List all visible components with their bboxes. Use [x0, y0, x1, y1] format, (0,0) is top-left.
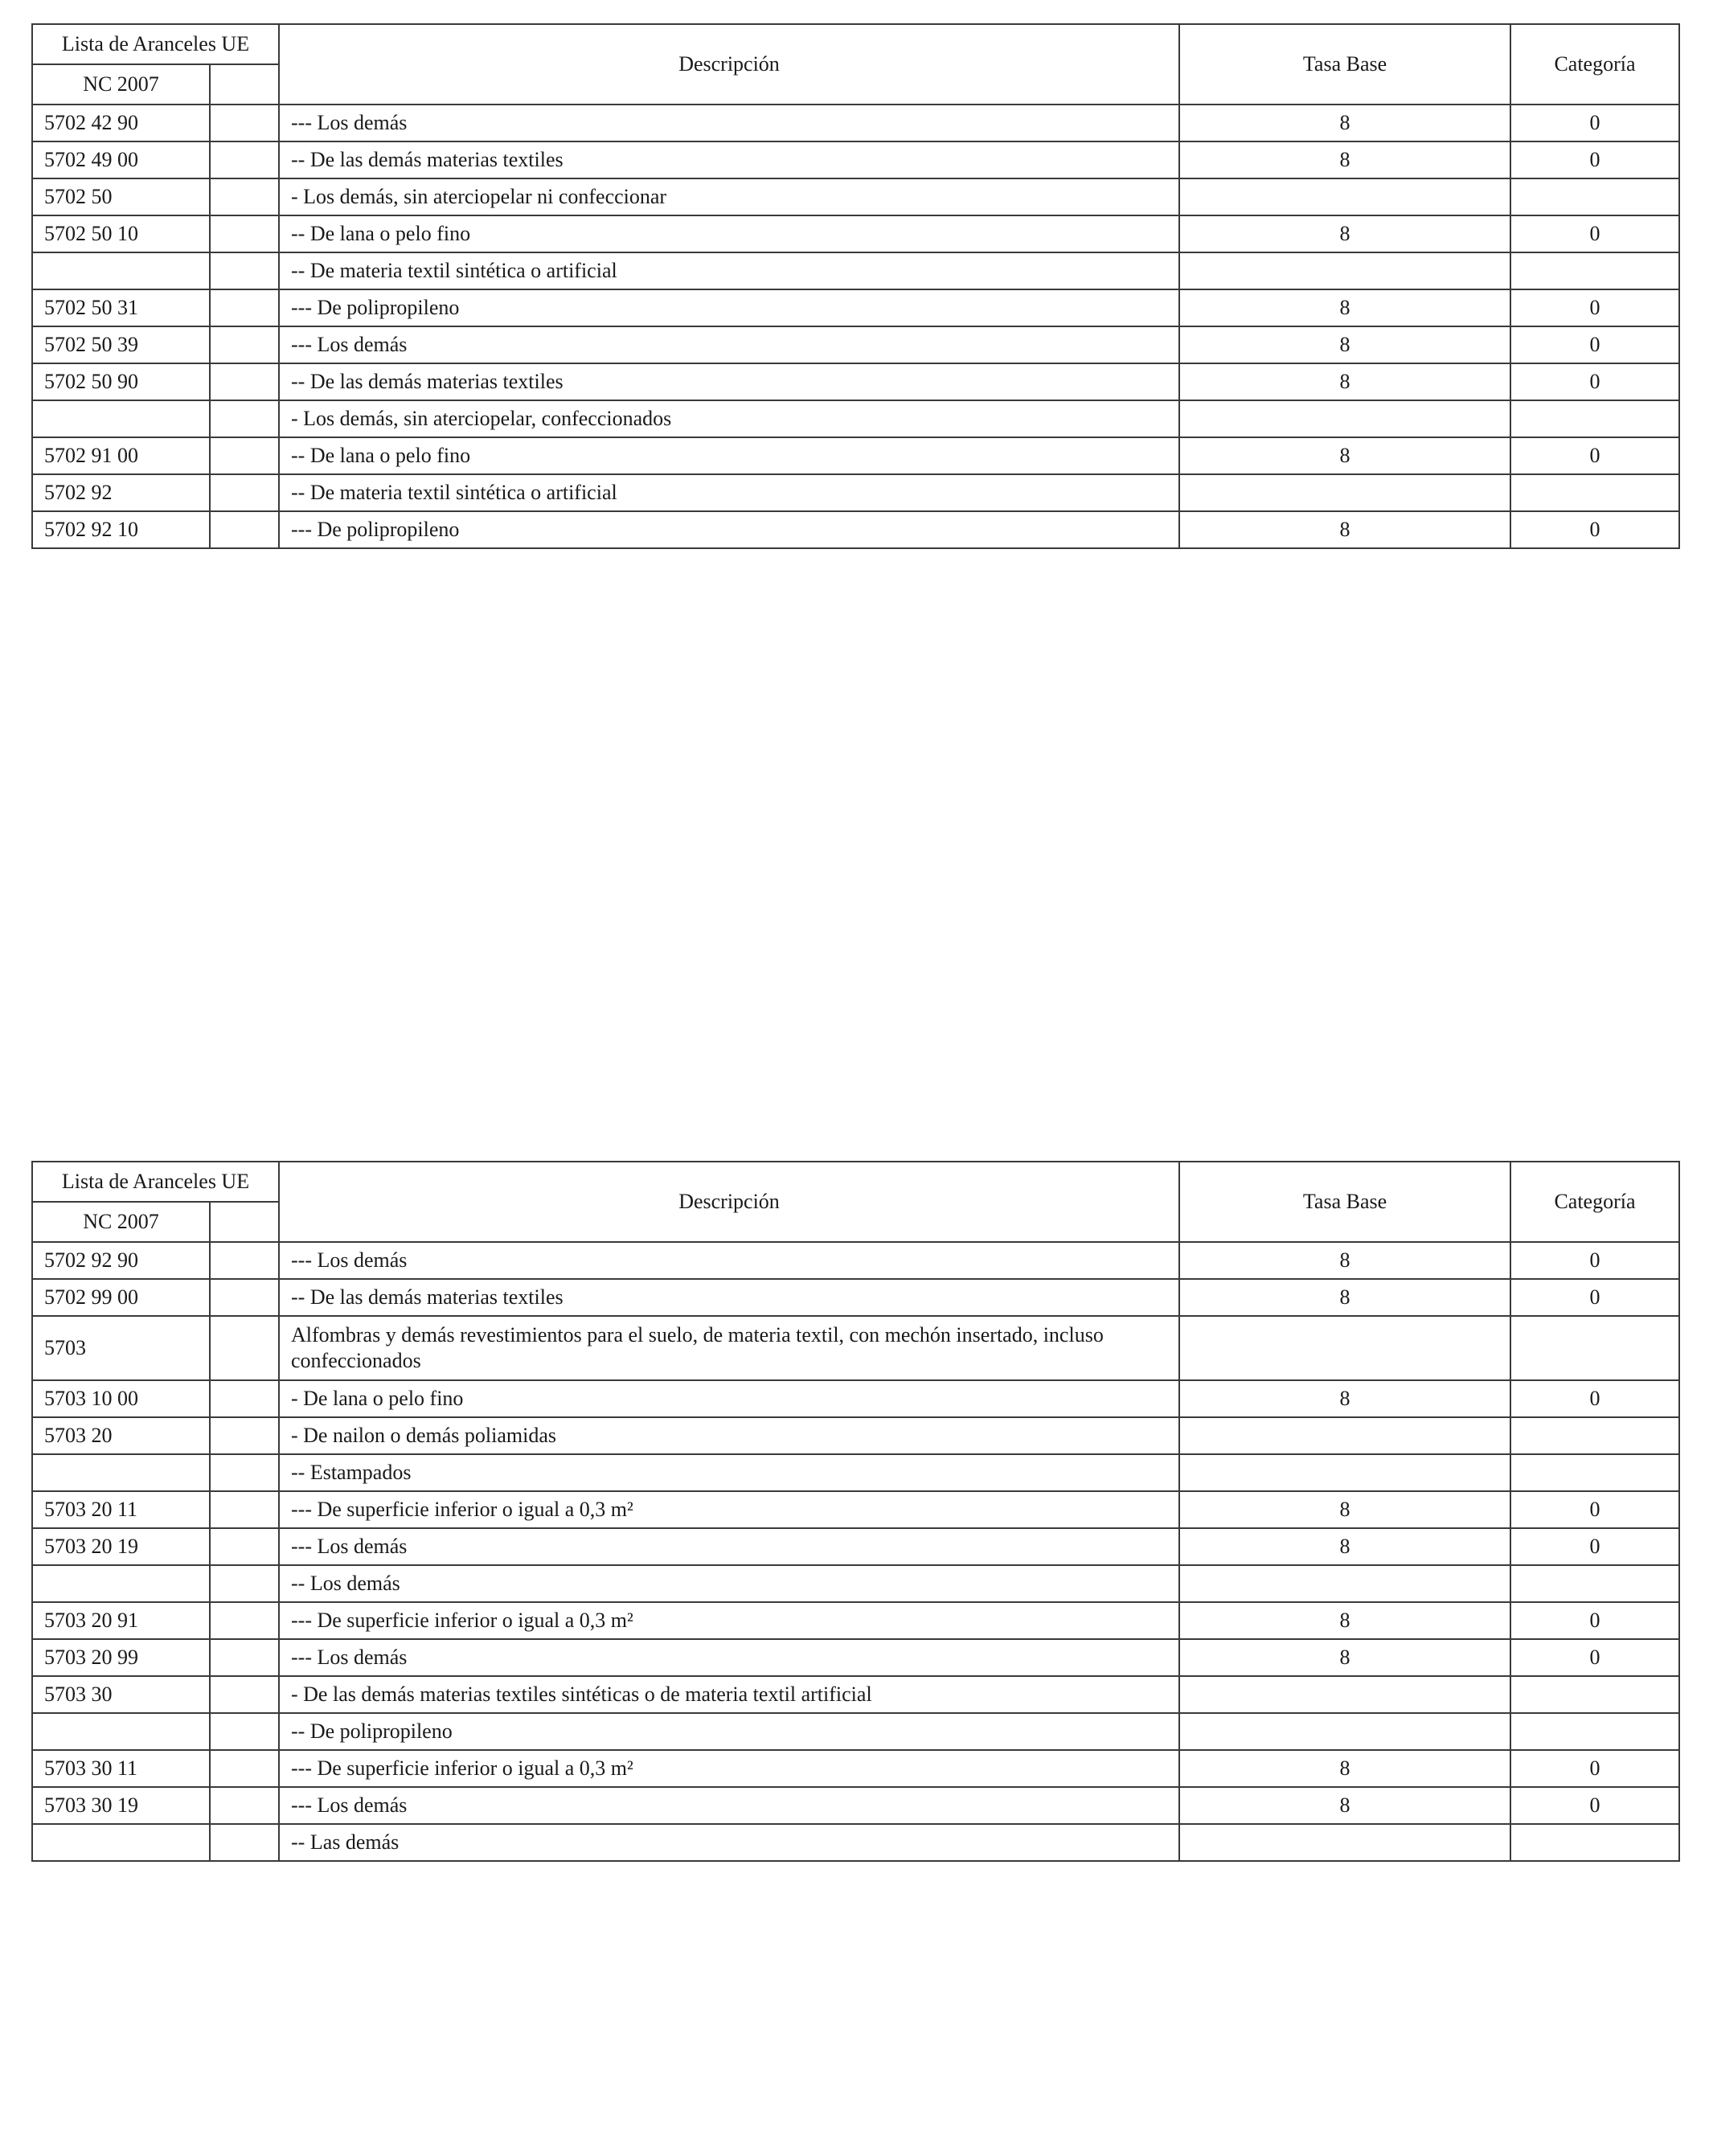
sub-code-cell [210, 511, 279, 548]
sub-code-cell [210, 1824, 279, 1861]
base-rate-cell: 8 [1179, 1279, 1510, 1316]
category-cell: 0 [1510, 326, 1679, 363]
base-rate-cell: 8 [1179, 1639, 1510, 1676]
sub-code-cell [210, 1528, 279, 1565]
description-cell: -- Los demás [279, 1565, 1179, 1602]
header-nc-label: NC 2007 [32, 64, 210, 105]
tariff-code-cell: 5702 49 00 [32, 141, 210, 178]
sub-code-cell [210, 1491, 279, 1528]
sub-code-cell [210, 1713, 279, 1750]
table-row [32, 1316, 1679, 1380]
description-cell: --- De polipropileno [279, 511, 1179, 548]
category-cell: 0 [1510, 141, 1679, 178]
category-cell: 0 [1510, 1750, 1679, 1787]
tariff-code-cell: 5703 30 [32, 1676, 210, 1713]
base-rate-cell [1179, 400, 1510, 437]
table-row [32, 437, 1679, 474]
header-list-label: Lista de Aranceles UE [32, 1162, 279, 1202]
header-blank-cell [210, 64, 279, 105]
category-cell: 0 [1510, 1639, 1679, 1676]
table-row [32, 1380, 1679, 1417]
table-row [32, 1787, 1679, 1824]
sub-code-cell [210, 1242, 279, 1279]
table-row [32, 105, 1679, 141]
tariff-code-cell [32, 1824, 210, 1861]
description-cell: --- De superficie inferior o igual a 0,3 m² [279, 1602, 1179, 1639]
table-row [32, 400, 1679, 437]
header-category: Categoría [1510, 24, 1679, 105]
base-rate-cell: 8 [1179, 437, 1510, 474]
category-cell: 0 [1510, 437, 1679, 474]
header-blank-cell [210, 1202, 279, 1242]
sub-code-cell [210, 1787, 279, 1824]
sub-code-cell [210, 1417, 279, 1454]
table-row [32, 1750, 1679, 1787]
category-cell [1510, 1676, 1679, 1713]
sub-code-cell [210, 1565, 279, 1602]
table-row [32, 1491, 1679, 1528]
description-cell: -- De las demás materias textiles [279, 1279, 1179, 1316]
category-cell [1510, 1316, 1679, 1380]
category-cell: 0 [1510, 1602, 1679, 1639]
tariff-code-cell: 5702 99 00 [32, 1279, 210, 1316]
description-cell: -- De las demás materias textiles [279, 363, 1179, 400]
table-row [32, 1676, 1679, 1713]
tariff-code-cell: 5703 20 [32, 1417, 210, 1454]
description-cell: --- Los demás [279, 1528, 1179, 1565]
header-base-rate: Tasa Base [1179, 1162, 1510, 1242]
table-row [32, 1528, 1679, 1565]
category-cell: 0 [1510, 1787, 1679, 1824]
category-cell: 0 [1510, 1242, 1679, 1279]
header-list-label: Lista de Aranceles UE [32, 24, 279, 64]
sub-code-cell [210, 1316, 279, 1380]
table-row [32, 215, 1679, 252]
table-row [32, 326, 1679, 363]
tariff-code-cell [32, 252, 210, 289]
table-body [32, 1242, 1679, 1861]
sub-code-cell [210, 105, 279, 141]
table-header [32, 1162, 1679, 1242]
description-cell: -- De materia textil sintética o artificial [279, 252, 1179, 289]
tariff-code-cell: 5702 92 90 [32, 1242, 210, 1279]
sub-code-cell [210, 1676, 279, 1713]
base-rate-cell [1179, 1676, 1510, 1713]
base-rate-cell: 8 [1179, 511, 1510, 548]
description-cell: -- De polipropileno [279, 1713, 1179, 1750]
category-cell [1510, 1713, 1679, 1750]
sub-code-cell [210, 474, 279, 511]
description-cell: -- De lana o pelo fino [279, 215, 1179, 252]
description-cell: -- De lana o pelo fino [279, 437, 1179, 474]
tariff-table-2 [31, 1161, 1680, 1862]
table-row [32, 474, 1679, 511]
header-base-rate: Tasa Base [1179, 24, 1510, 105]
table-row [32, 1824, 1679, 1861]
description-cell: -- De las demás materias textiles [279, 141, 1179, 178]
base-rate-cell: 8 [1179, 141, 1510, 178]
description-cell: --- Los demás [279, 326, 1179, 363]
description-cell: --- De superficie inferior o igual a 0,3 m² [279, 1750, 1179, 1787]
base-rate-cell: 8 [1179, 363, 1510, 400]
category-cell [1510, 178, 1679, 215]
base-rate-cell [1179, 1565, 1510, 1602]
category-cell [1510, 400, 1679, 437]
base-rate-cell [1179, 474, 1510, 511]
table-row [32, 1417, 1679, 1454]
table-header [32, 24, 1679, 105]
sub-code-cell [210, 363, 279, 400]
tariff-code-cell: 5703 20 99 [32, 1639, 210, 1676]
base-rate-cell: 8 [1179, 1528, 1510, 1565]
base-rate-cell [1179, 1454, 1510, 1491]
base-rate-cell: 8 [1179, 1750, 1510, 1787]
base-rate-cell: 8 [1179, 1491, 1510, 1528]
base-rate-cell: 8 [1179, 289, 1510, 326]
description-cell: -- Estampados [279, 1454, 1179, 1491]
table-row [32, 252, 1679, 289]
sub-code-cell [210, 1279, 279, 1316]
description-cell: --- Los demás [279, 1639, 1179, 1676]
base-rate-cell: 8 [1179, 1380, 1510, 1417]
base-rate-cell [1179, 1316, 1510, 1380]
tariff-code-cell: 5703 10 00 [32, 1380, 210, 1417]
tariff-code-cell: 5702 92 [32, 474, 210, 511]
sub-code-cell [210, 437, 279, 474]
tariff-code-cell: 5702 50 31 [32, 289, 210, 326]
table-row [32, 1454, 1679, 1491]
table-row [32, 1713, 1679, 1750]
category-cell: 0 [1510, 215, 1679, 252]
sub-code-cell [210, 1602, 279, 1639]
base-rate-cell: 8 [1179, 105, 1510, 141]
tariff-code-cell: 5702 50 10 [32, 215, 210, 252]
sub-code-cell [210, 289, 279, 326]
tariff-code-cell: 5702 91 00 [32, 437, 210, 474]
table-row [32, 1602, 1679, 1639]
table-row [32, 1242, 1679, 1279]
sub-code-cell [210, 1454, 279, 1491]
tariff-code-cell: 5703 20 91 [32, 1602, 210, 1639]
sub-code-cell [210, 326, 279, 363]
tariff-code-cell: 5702 42 90 [32, 105, 210, 141]
table-row [32, 289, 1679, 326]
table-row [32, 1565, 1679, 1602]
tariff-code-cell: 5703 [32, 1316, 210, 1380]
header-nc-label: NC 2007 [32, 1202, 210, 1242]
description-cell: -- Las demás [279, 1824, 1179, 1861]
description-cell: - Los demás, sin aterciopelar ni confeccionar [279, 178, 1179, 215]
header-category: Categoría [1510, 1162, 1679, 1242]
tariff-code-cell [32, 400, 210, 437]
tariff-table-1 [31, 23, 1680, 549]
description-cell: --- De superficie inferior o igual a 0,3 m² [279, 1491, 1179, 1528]
description-cell: -- De materia textil sintética o artificial [279, 474, 1179, 511]
tariff-code-cell: 5703 30 11 [32, 1750, 210, 1787]
category-cell: 0 [1510, 105, 1679, 141]
tariff-code-cell [32, 1713, 210, 1750]
sub-code-cell [210, 1750, 279, 1787]
category-cell: 0 [1510, 289, 1679, 326]
description-cell: - De las demás materias textiles sintéticas o de materia textil artificial [279, 1676, 1179, 1713]
sub-code-cell [210, 215, 279, 252]
table-row [32, 1639, 1679, 1676]
category-cell [1510, 1454, 1679, 1491]
category-cell: 0 [1510, 1528, 1679, 1565]
table-row [32, 363, 1679, 400]
base-rate-cell: 8 [1179, 1242, 1510, 1279]
description-cell: - De lana o pelo fino [279, 1380, 1179, 1417]
base-rate-cell: 8 [1179, 326, 1510, 363]
sub-code-cell [210, 400, 279, 437]
description-cell: --- Los demás [279, 1787, 1179, 1824]
category-cell: 0 [1510, 511, 1679, 548]
tariff-code-cell: 5702 92 10 [32, 511, 210, 548]
table-row [32, 141, 1679, 178]
sub-code-cell [210, 178, 279, 215]
table-row [32, 178, 1679, 215]
category-cell: 0 [1510, 1380, 1679, 1417]
base-rate-cell [1179, 1713, 1510, 1750]
description-cell: - De nailon o demás poliamidas [279, 1417, 1179, 1454]
tariff-code-cell: 5703 20 19 [32, 1528, 210, 1565]
sub-code-cell [210, 1639, 279, 1676]
base-rate-cell [1179, 1417, 1510, 1454]
base-rate-cell: 8 [1179, 215, 1510, 252]
category-cell [1510, 1417, 1679, 1454]
base-rate-cell: 8 [1179, 1787, 1510, 1824]
base-rate-cell [1179, 1824, 1510, 1861]
table-body [32, 105, 1679, 548]
description-cell: --- De polipropileno [279, 289, 1179, 326]
category-cell: 0 [1510, 363, 1679, 400]
base-rate-cell [1179, 178, 1510, 215]
table-row [32, 511, 1679, 548]
description-cell: --- Los demás [279, 1242, 1179, 1279]
header-description: Descripción [279, 24, 1179, 105]
description-cell: - Los demás, sin aterciopelar, confeccionados [279, 400, 1179, 437]
category-cell: 0 [1510, 1491, 1679, 1528]
category-cell [1510, 252, 1679, 289]
tariff-code-cell: 5702 50 39 [32, 326, 210, 363]
description-cell: --- Los demás [279, 105, 1179, 141]
category-cell: 0 [1510, 1279, 1679, 1316]
base-rate-cell [1179, 252, 1510, 289]
tariff-code-cell [32, 1565, 210, 1602]
sub-code-cell [210, 1380, 279, 1417]
tariff-code-cell: 5703 20 11 [32, 1491, 210, 1528]
tariff-code-cell: 5702 50 90 [32, 363, 210, 400]
tariff-code-cell: 5702 50 [32, 178, 210, 215]
description-cell: Alfombras y demás revestimientos para el suelo, de materia textil, con mechón insertado, incluso confeccionados [279, 1316, 1179, 1380]
category-cell [1510, 1824, 1679, 1861]
category-cell [1510, 474, 1679, 511]
sub-code-cell [210, 141, 279, 178]
sub-code-cell [210, 252, 279, 289]
header-description: Descripción [279, 1162, 1179, 1242]
category-cell [1510, 1565, 1679, 1602]
base-rate-cell: 8 [1179, 1602, 1510, 1639]
table-row [32, 1279, 1679, 1316]
tariff-code-cell: 5703 30 19 [32, 1787, 210, 1824]
tariff-code-cell [32, 1454, 210, 1491]
